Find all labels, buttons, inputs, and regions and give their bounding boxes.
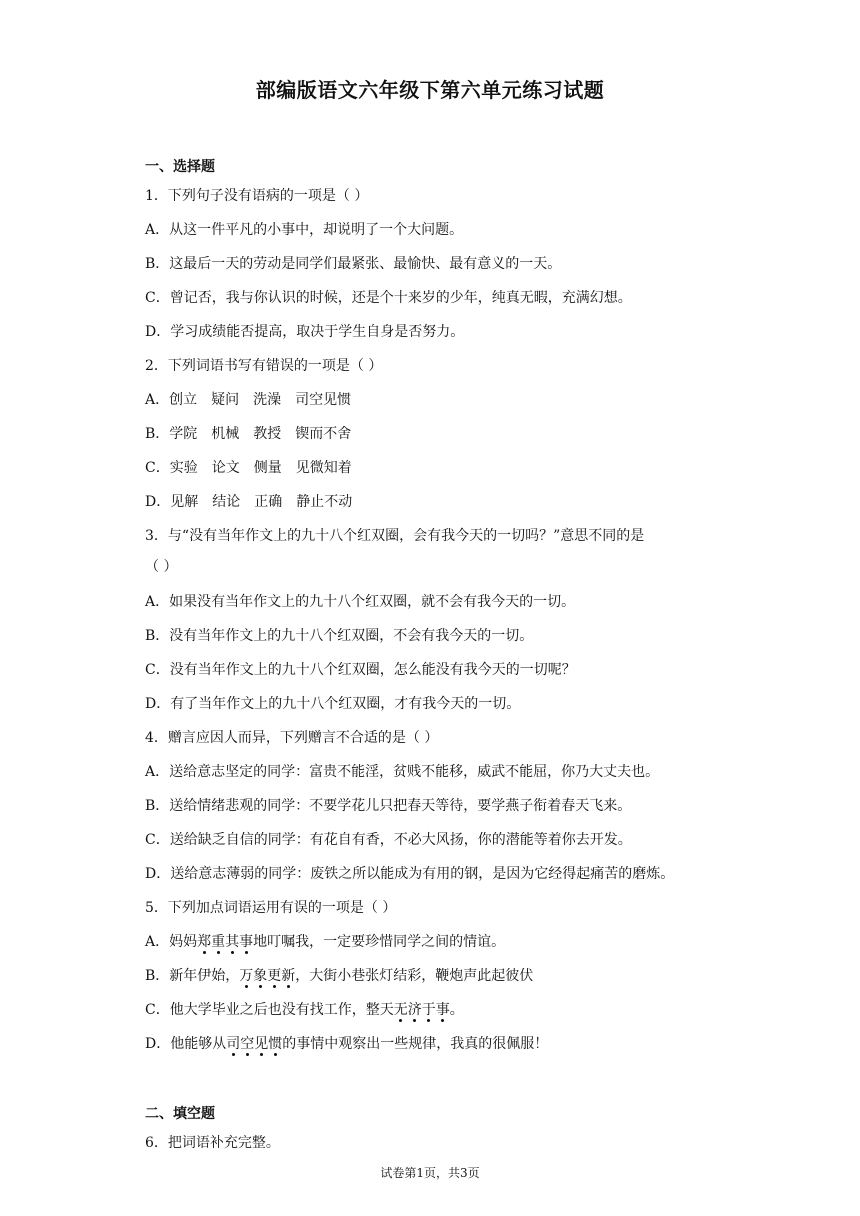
question-2-stem: 2．下列词语书写有错误的一项是（ ） (145, 358, 383, 374)
option-prefix: B． (145, 426, 170, 442)
question-5-option-b (145, 959, 845, 993)
emphasis-dot-char: 其 (225, 934, 240, 950)
question-3-option-c: C．没有当年作文上的九十八个红双圈，怎么能没有我今天的一切呢？ (145, 662, 576, 678)
term: 侧量 (253, 460, 282, 476)
emphasized-word (394, 1002, 450, 1018)
question-3-stem: 3．与“没有当年作文上的九十八个红双圈，会有我今天的一切吗？”意思不同的是 (145, 528, 645, 544)
term: 见解 (170, 494, 199, 510)
emphasis-dot-char: 事 (239, 934, 254, 950)
term: 司空见惯 (295, 392, 352, 408)
emphasis-dot-char: 事 (435, 1002, 450, 1018)
question-1-stem: 1．下列句子没有语病的一项是（ ） (145, 188, 369, 204)
question-5-option-c (145, 993, 845, 1027)
exam-content (145, 156, 845, 1160)
question-4-option-d: D．送给意志薄弱的同学：废铁之所以能成为有用的钢，是因为它经得起痛苦的磨炼。 (145, 866, 675, 882)
emphasis-dot-char: 重 (211, 934, 226, 950)
term: 疑问 (211, 392, 240, 408)
emphasis-dot-char: 郑 (197, 934, 212, 950)
emphasis-dot-char: 惯 (268, 1036, 283, 1052)
question-2-option-b (145, 417, 845, 451)
option-text: C．他大学毕业之后也没有找工作，整天 (145, 1002, 394, 1018)
emphasized-word (239, 968, 295, 984)
option-text: 的事情中观察出一些规律，我真的很佩服！ (282, 1036, 549, 1052)
question-2-option-a (145, 383, 845, 417)
term: 见微知着 (295, 460, 352, 476)
emphasized-word (197, 934, 253, 950)
term: 论文 (211, 460, 240, 476)
emphasis-dot-char: 于 (421, 1002, 436, 1018)
section-heading-choice: 一、选择题 (145, 159, 215, 175)
option-prefix: A． (145, 392, 170, 408)
page-footer: 试卷第1页，共3页 (380, 1166, 480, 1180)
question-3-option-d: D．有了当年作文上的九十八个红双圈，才有我今天的一切。 (145, 696, 521, 712)
term: 实验 (169, 460, 198, 476)
term: 结论 (212, 494, 241, 510)
option-text: 地叮嘱我，一定要珍惜同学之间的情谊。 (253, 934, 506, 950)
term: 学院 (169, 426, 198, 442)
question-4-option-b: B．送给情绪悲观的同学：不要学花儿只把春天等待，要学燕子衔着春天飞来。 (145, 798, 632, 814)
term: 机械 (211, 426, 240, 442)
question-3-option-a: A．如果没有当年作文上的九十八个红双圈，就不会有我今天的一切。 (145, 594, 576, 610)
option-text: 。 (449, 1002, 464, 1018)
emphasis-dot-char: 济 (407, 1002, 422, 1018)
question-1-option-c: C．曾记否，我与你认识的时候，还是个十来岁的少年，纯真无暇，充满幻想。 (145, 290, 632, 306)
question-3-answer-paren: （ ） (145, 559, 178, 575)
question-1-option-d: D．学习成绩能否提高，取决于学生自身是否努力。 (145, 324, 465, 340)
option-prefix: C． (145, 460, 170, 476)
term: 创立 (169, 392, 198, 408)
question-4-option-a: A．送给意志坚定的同学：富贵不能淫，贫贱不能移，威武不能屈，你乃大丈夫也。 (145, 764, 660, 780)
term: 洗澡 (253, 392, 282, 408)
question-6-stem: 6．把词语补充完整。 (145, 1135, 280, 1151)
question-5-option-d (145, 1027, 845, 1061)
term: 锲而不舍 (295, 426, 352, 442)
emphasis-dot-char: 空 (240, 1036, 255, 1052)
question-3-option-b: B．没有当年作文上的九十八个红双圈，不会有我今天的一切。 (145, 628, 534, 644)
question-5-option-a (145, 925, 845, 959)
option-text: B．新年伊始， (145, 968, 240, 984)
question-5-stem: 5．下列加点词语运用有误的一项是（ ） (145, 900, 397, 916)
section-heading-fill-blank: 二、填空题 (145, 1106, 215, 1122)
option-text: ，大街小巷张灯结彩，鞭炮声此起彼伏 (295, 968, 534, 984)
emphasis-dot-char: 见 (254, 1036, 269, 1052)
question-1-option-a: A．从这一件平凡的小事中，却说明了一个大问题。 (145, 222, 464, 238)
option-text: A．妈妈 (145, 934, 198, 950)
term: 正确 (254, 494, 283, 510)
question-2-option-d (145, 485, 845, 519)
option-prefix: D． (145, 494, 171, 510)
option-text: D．他能够从 (145, 1036, 227, 1052)
emphasis-dot-char: 无 (393, 1002, 408, 1018)
emphasis-dot-char: 更 (267, 968, 282, 984)
emphasis-dot-char: 万 (239, 968, 254, 984)
emphasis-dot-char: 新 (281, 968, 296, 984)
emphasis-dot-char: 司 (226, 1036, 241, 1052)
emphasis-dot-char: 象 (253, 968, 268, 984)
page-title: 部编版语文六年级下第六单元练习试题 (255, 78, 605, 102)
term: 教授 (253, 426, 282, 442)
term: 静止不动 (296, 494, 353, 510)
emphasized-word (226, 1036, 282, 1052)
question-4-option-c: C．送给缺乏自信的同学：有花自有香，不必大风扬，你的潜能等着你去开发。 (145, 832, 632, 848)
question-1-option-b: B．这最后一天的劳动是同学们最紧张、最愉快、最有意义的一天。 (145, 256, 562, 272)
question-2-option-c (145, 451, 845, 485)
question-4-stem: 4．赠言应因人而异，下列赠言不合适的是（ ） (145, 730, 439, 746)
